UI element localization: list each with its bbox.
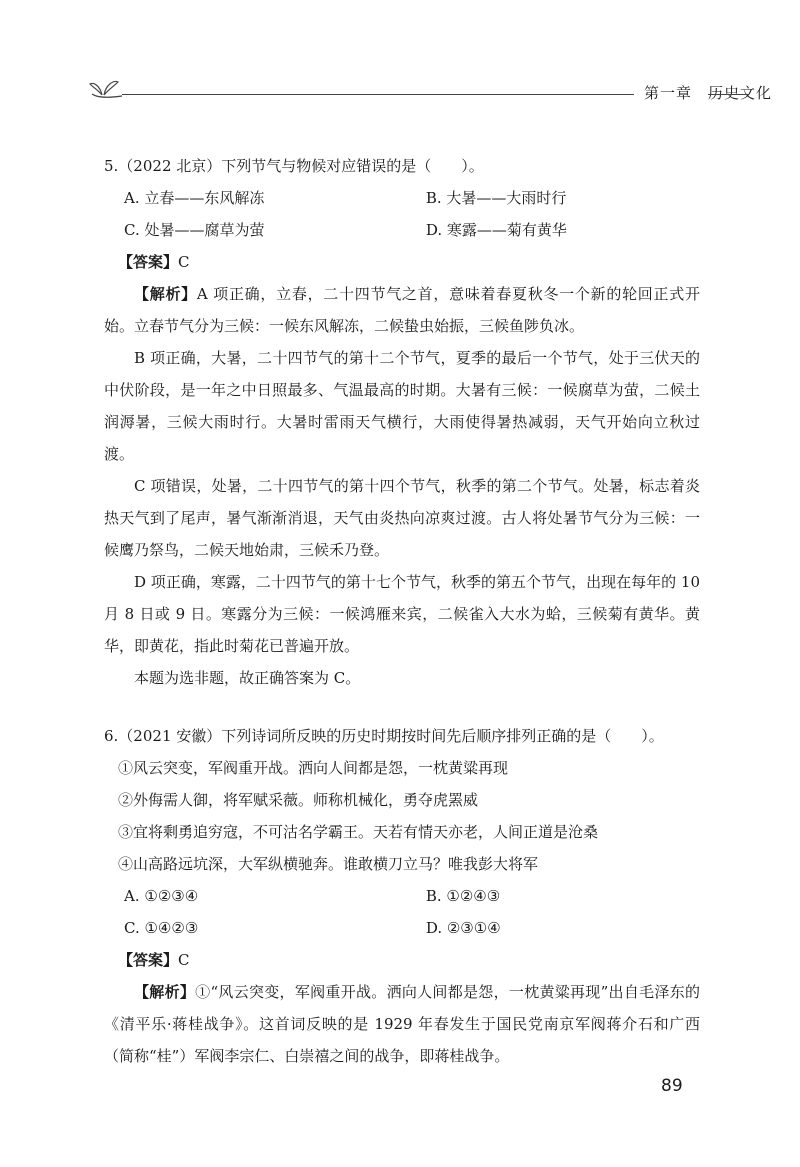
header-rule-left	[122, 94, 634, 95]
poem-line: ③宜将剩勇追穷寇，不可沽名学霸王。天若有情天亦老，人间正道是沧桑	[118, 823, 599, 841]
option-b: B. 大暑——大雨时行	[425, 189, 567, 207]
option-a: A. 立春——东风解冻	[124, 189, 265, 207]
analysis-conclusion: 本题为选非题，故正确答案为 C。	[134, 669, 361, 687]
answer-tag: 【答案】	[118, 951, 179, 969]
analysis-paragraph: D 项正确，寒露，二十四节气的第十七个节气，秋季的第五个节气，出现在每年的 10 月 8 日或 9 日。寒露分为三候：一候鸿雁来宾，二候雀入大水为蛤，三候菊有黄华。黄华，即黄花，指此时菊花已普遍开放。	[104, 573, 700, 655]
analysis-paragraph	[104, 976, 700, 1072]
sprout-icon	[88, 74, 128, 100]
question-6-options	[104, 880, 700, 944]
answer-tag: 【答案】	[118, 253, 179, 271]
poem-line: ④山高路远坑深，大军纵横驰奔。谁敢横刀立马？唯我彭大将军	[118, 855, 539, 873]
header-rule-right	[708, 94, 748, 95]
page-content	[104, 150, 700, 1072]
poem-line: ①风云突变，军阀重开战。洒向人间都是怨，一枕黄粱再现	[118, 759, 509, 777]
analysis-text: ①“风云突变，军阀重开战。洒向人间都是怨，一枕黄粱再现”出自毛泽东的《清平乐·蒋桂战争》。这首词反映的是 1929 年春发生于国民党南京军阀蒋介石和广西（简称“桂”）军阀李宗仁、白崇禧之间的战争，即蒋桂战争。	[104, 983, 700, 1065]
analysis-tag: 【解析】	[134, 285, 197, 303]
question-5-options	[104, 182, 700, 246]
question-6: 6.（2021 安徽）下列诗词所反映的历史时期按时间先后顺序排列正确的是（ ）。	[104, 727, 664, 745]
section-spacer	[104, 694, 700, 720]
question-5: 5.（2022 北京）下列节气与物候对应错误的是（ ）。	[104, 157, 484, 175]
running-header	[88, 72, 773, 112]
analysis-paragraph: C 项错误，处暑，二十四节气的第十四个节气，秋季的第二个节气。处暑，标志着炎热天气到了尾声，暑气渐渐消退，天气由炎热向凉爽过渡。古人将处暑节气分为三候：一候鹰乃祭鸟，二候天地始肃，三候禾乃登。	[104, 477, 700, 559]
page-number: 89	[661, 1076, 683, 1096]
analysis-text: A 项正确，立春，二十四节气之首，意味着春夏秋冬一个新的轮回正式开始。立春节气分为三候：一候东风解冻，二候蛰虫始振，三候鱼陟负冰。	[104, 285, 700, 335]
option-c: C. 处暑——腐草为萤	[124, 221, 265, 239]
question-6-answer	[104, 944, 700, 976]
option-a: A. ①②③④	[124, 887, 199, 905]
answer-value: C	[178, 951, 190, 969]
chapter-title: 第一章 历史文化	[644, 84, 773, 102]
option-d: D. ②③①④	[425, 919, 501, 937]
analysis-tag: 【解析】	[134, 983, 196, 1001]
option-d: D. 寒露——菊有黄华	[425, 221, 567, 239]
answer-value: C	[178, 253, 190, 271]
option-b: B. ①②④③	[425, 887, 501, 905]
analysis-paragraph: B 项正确，大暑，二十四节气的第十二个节气，夏季的最后一个节气，处于三伏天的中伏阶段，是一年之中日照最多、气温最高的时期。大暑有三候：一候腐草为萤，二候土润溽暑，三候大雨时行。大暑时雷雨天气横行，大雨使得暑热减弱，天气开始向立秋过渡。	[104, 349, 700, 463]
analysis-paragraph	[104, 278, 700, 342]
question-5-answer	[104, 246, 700, 278]
poem-line: ②外侮需人御，将军赋采薇。师称机械化，勇夺虎罴威	[118, 791, 479, 809]
option-c: C. ①④②③	[124, 919, 199, 937]
